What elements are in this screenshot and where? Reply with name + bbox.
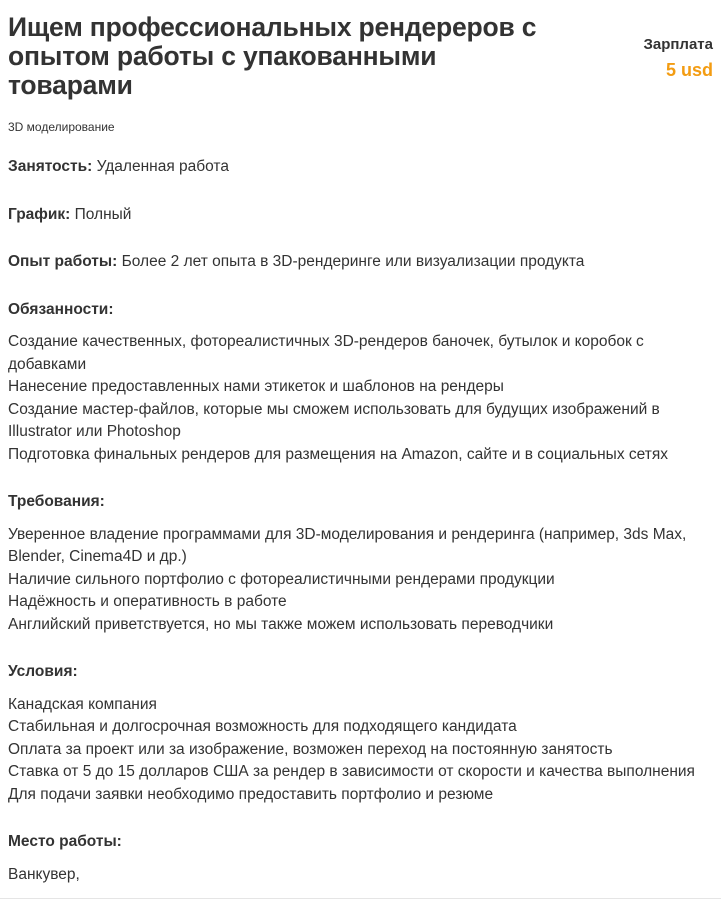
schedule-label: График: bbox=[8, 205, 71, 223]
conditions-list bbox=[8, 694, 713, 807]
job-title: Ищем профессиональных рендереров с опытом работы с упакованными товарами bbox=[8, 12, 537, 100]
job-header bbox=[8, 13, 568, 100]
duty-item: Нанесение предоставленных нами этикеток и шаблонов на рендеры bbox=[8, 378, 504, 395]
experience-label: Опыт работы: bbox=[8, 253, 118, 270]
job-category: 3D моделирование bbox=[8, 120, 115, 134]
condition-item: Канадская компания bbox=[8, 695, 157, 713]
salary-block bbox=[643, 36, 713, 81]
salary-value: 5 usd bbox=[665, 60, 713, 80]
salary-label: Зарплата bbox=[643, 36, 713, 53]
duties-list bbox=[8, 331, 713, 466]
condition-item: Оплата за проект или за изображение, возможен переход на постоянную занятость bbox=[8, 740, 613, 758]
duties-title: Обязанности: bbox=[8, 300, 114, 318]
location-title: Место работы: bbox=[8, 833, 122, 850]
location-value: Ванкувер, bbox=[8, 865, 80, 883]
requirement-item: Английский приветствуется, но мы также можем использовать переводчики bbox=[8, 615, 554, 633]
requirement-item: Надёжность и оперативность в работе bbox=[8, 593, 287, 610]
schedule-field bbox=[8, 204, 713, 227]
employment-value: Удаленная работа bbox=[96, 158, 229, 175]
requirements-list bbox=[8, 524, 713, 637]
conditions-title: Условия: bbox=[8, 663, 78, 680]
condition-item: Для подачи заявки необходимо предоставить портфолио и резюме bbox=[8, 785, 494, 803]
condition-item: Ставка от 5 до 15 долларов США за рендер в зависимости от скорости и качества выполнения bbox=[8, 763, 695, 780]
condition-item: Стабильная и долгосрочная возможность для подходящего кандидата bbox=[8, 718, 517, 735]
schedule-value: Полный bbox=[74, 205, 132, 223]
experience-value: Более 2 лет опыта в 3D-рендеринге или визуализации продукта bbox=[121, 253, 585, 270]
experience-field bbox=[8, 251, 713, 274]
job-description bbox=[8, 156, 713, 886]
requirement-item: Уверенное владение программами для 3D-моделирования и рендеринга (например, 3ds Max, Blender, Cinema4D и др.) bbox=[8, 525, 687, 565]
duty-item: Подготовка финальных рендеров для размещения на Amazon, сайте и в социальных сетях bbox=[8, 445, 668, 463]
requirements-title: Требования: bbox=[8, 493, 105, 510]
employment-label: Занятость: bbox=[8, 158, 93, 175]
duty-item: Создание мастер-файлов, которые мы сможем использовать для будущих изображений в Illustrator или Photoshop bbox=[8, 400, 660, 440]
duty-item: Создание качественных, фотореалистичных 3D-рендеров баночек, бутылок и коробок с добавками bbox=[8, 333, 644, 373]
requirement-item: Наличие сильного портфолио с фотореалистичными рендерами продукции bbox=[8, 570, 555, 588]
employment-field bbox=[8, 156, 713, 179]
